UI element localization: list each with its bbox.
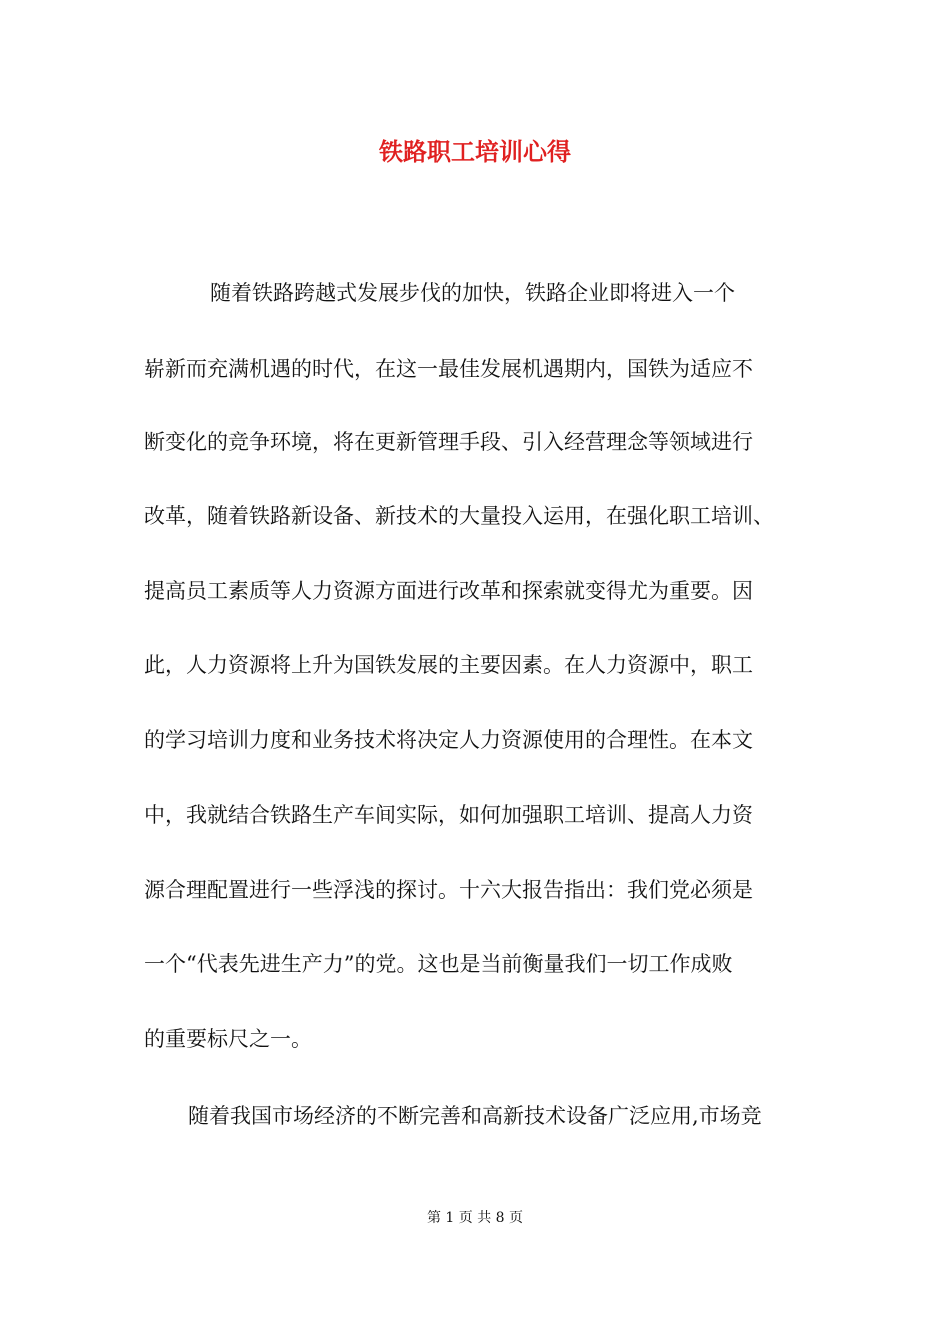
- body-line: 随着我国市场经济的不断完善和高新技术设备广泛应用,市场竞: [188, 1104, 762, 1128]
- page-footer: 第 1 页 共 8 页: [426, 1210, 524, 1226]
- body-line: 断变化的竞争环境，将在更新管理手段、引入经营理念等领域进行: [144, 430, 753, 454]
- body-line: 随着铁路跨越式发展步伐的加快，铁路企业即将进入一个: [210, 281, 735, 305]
- body-line: 中，我就结合铁路生产车间实际，如何加强职工培训、提高人力资: [144, 803, 753, 827]
- body-line: 的重要标尺之一。: [144, 1027, 312, 1051]
- body-line: 源合理配置进行一些浮浅的探讨。十六大报告指出：我们党必须是: [144, 878, 753, 902]
- body-line: 崭新而充满机遇的时代，在这一最佳发展机遇期内，国铁为适应不: [144, 357, 753, 381]
- body-line: 提高员工素质等人力资源方面进行改革和探索就变得尤为重要。因: [144, 579, 753, 603]
- body-line: 一个“代表先进生产力”的党。这也是当前衡量我们一切工作成败: [144, 952, 733, 976]
- body-line: 改革，随着铁路新设备、新技术的大量投入运用，在强化职工培训、: [144, 504, 774, 528]
- body-line: 的学习培训力度和业务技术将决定人力资源使用的合理性。在本文: [144, 728, 753, 752]
- body-line: 此，人力资源将上升为国铁发展的主要因素。在人力资源中，职工: [144, 653, 753, 677]
- document-title: 铁路职工培训心得: [379, 137, 571, 166]
